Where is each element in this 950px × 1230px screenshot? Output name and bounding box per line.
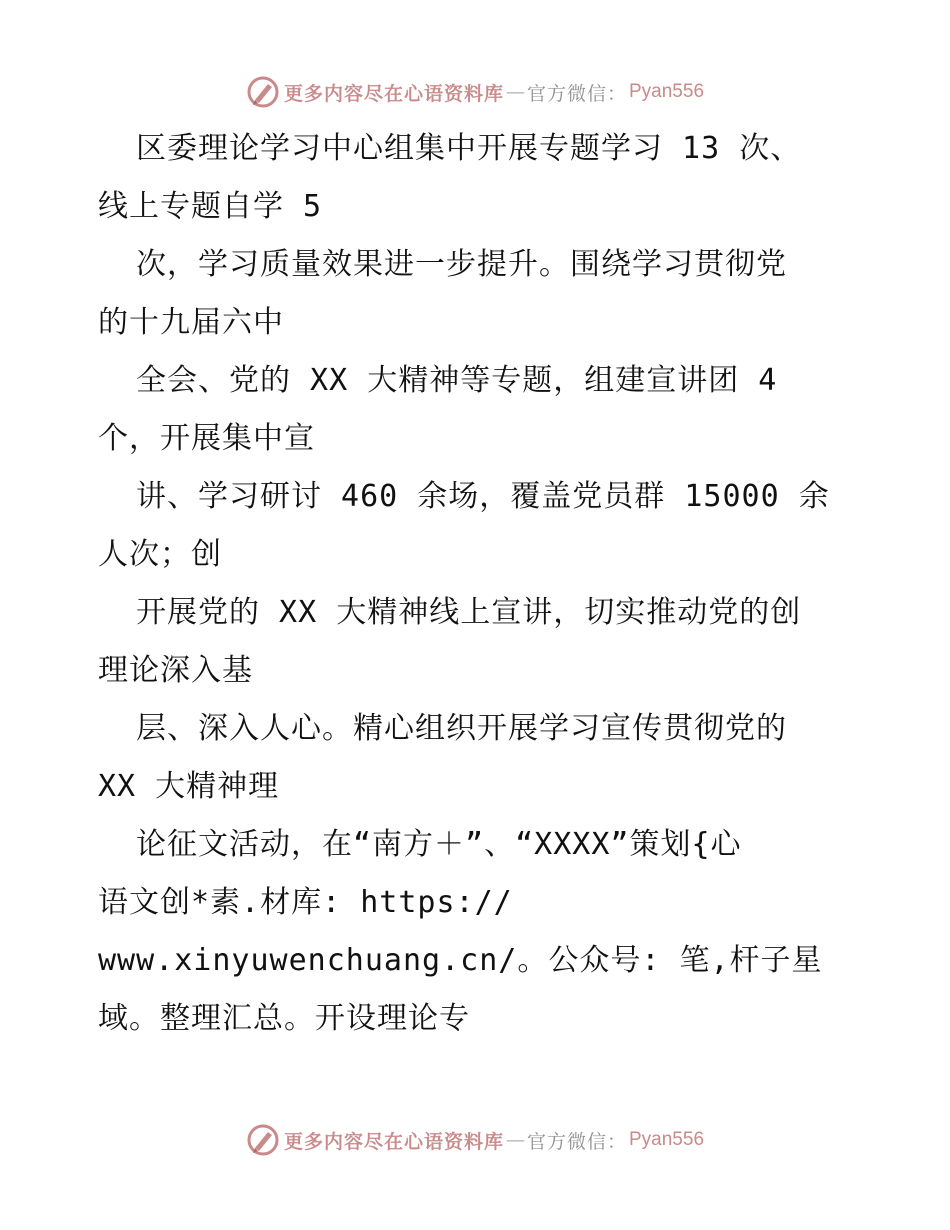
banner-wechat-label: 官方微信： bbox=[526, 82, 627, 105]
document-body bbox=[98, 120, 858, 1048]
banner-wechat-label: 官方微信： bbox=[526, 1130, 627, 1153]
text-line: 语文创*素.材库: https:// bbox=[98, 885, 513, 920]
pen-logo-icon bbox=[246, 75, 280, 109]
banner-wechat-id: Pyan556 bbox=[629, 1129, 705, 1150]
text-line: 个，开展集中宣 bbox=[98, 421, 315, 456]
text-line: 域。整理汇总。开设理论专 bbox=[98, 1001, 470, 1036]
text-line: 层、深入人心。精心组织开展学习宣传贯彻党的 bbox=[136, 711, 787, 746]
text-line: 理论深入基 bbox=[98, 653, 253, 688]
text-line: XX 大精神理 bbox=[98, 769, 280, 804]
banner-text: 更多内容尽在心语资料库 bbox=[283, 1130, 504, 1153]
text-line: 讲、学习研讨 460 余场，覆盖党员群 15000 余 bbox=[136, 479, 830, 514]
text-line: 线上专题自学 5 bbox=[98, 189, 323, 224]
text-line: 全会、党的 XX 大精神等专题，组建宣讲团 4 bbox=[136, 363, 778, 398]
banner-separator: — bbox=[505, 1129, 525, 1151]
text-line: 区委理论学习中心组集中开展专题学习 13 次、 bbox=[136, 131, 802, 166]
banner-separator: — bbox=[505, 81, 525, 103]
text-line: www.xinyuwenchuang.cn/。公众号: 笔,杆子星 bbox=[98, 943, 823, 978]
banner-text: 更多内容尽在心语资料库 bbox=[283, 82, 504, 105]
footer-banner bbox=[0, 1120, 950, 1160]
text-line: 次，学习质量效果进一步提升。围绕学习贯彻党 bbox=[136, 247, 787, 282]
header-banner bbox=[0, 72, 950, 112]
text-line: 的十九届六中 bbox=[98, 305, 284, 340]
text-line: 开展党的 XX 大精神线上宣讲，切实推动党的创 bbox=[136, 595, 802, 630]
pen-logo-icon bbox=[246, 1123, 280, 1157]
text-line: 人次；创 bbox=[98, 537, 222, 572]
banner-wechat-id: Pyan556 bbox=[629, 81, 705, 102]
text-line: 论征文活动，在“南方＋”、“XXXX”策划{心 bbox=[136, 827, 742, 862]
